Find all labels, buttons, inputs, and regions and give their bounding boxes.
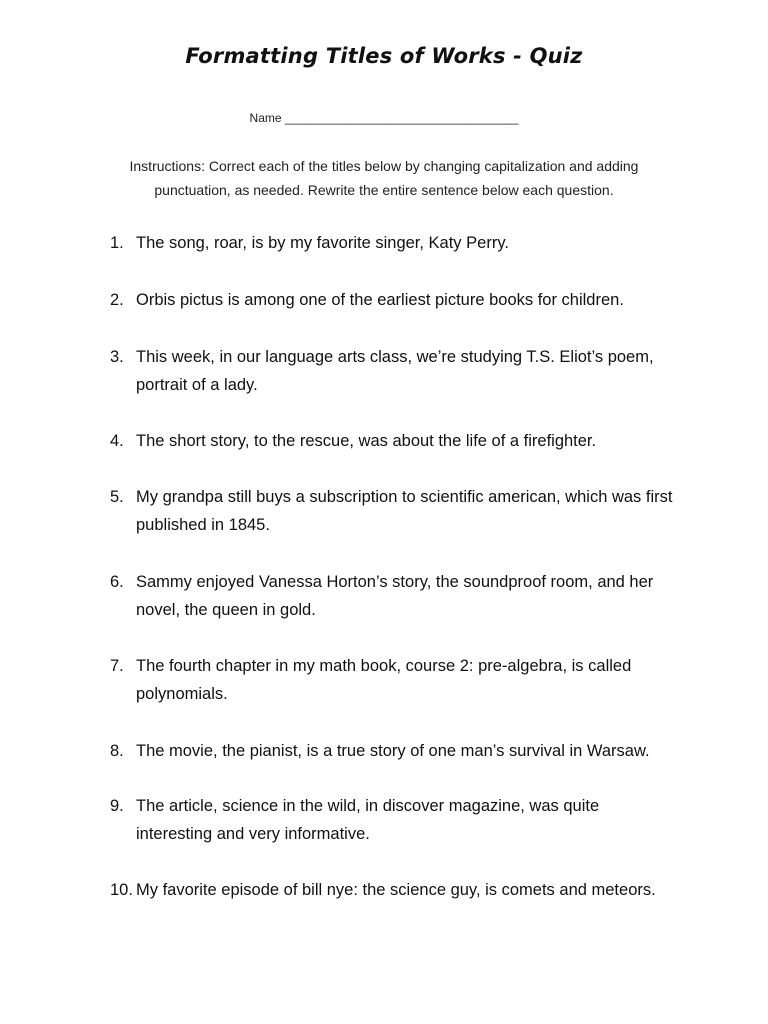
page-title: Formatting Titles of Works - Quiz [185, 44, 583, 68]
name-field-line: Name ___________________________________ [249, 111, 519, 125]
question-text: Sammy enjoyed Vanessa Horton’s story, the soundproof room, and her novel, the queen in gold. [136, 573, 654, 619]
question-number: 8. [110, 742, 124, 760]
question-number: 1. [110, 234, 124, 252]
question-item [110, 229, 690, 257]
question-number: 4. [110, 432, 124, 450]
question-number: 6. [110, 573, 124, 591]
question-item [110, 652, 690, 708]
question-number: 9. [110, 797, 124, 815]
instructions-text: Instructions: Correct each of the titles below by changing capitalization and adding punctuation, as needed. Rewrite the entire sentence below each question. [129, 158, 639, 198]
question-item [110, 343, 690, 399]
question-number: 3. [110, 348, 124, 366]
question-text: The song, roar, is by my favorite singer, Katy Perry. [136, 234, 509, 252]
question-item [110, 876, 690, 904]
question-text: Orbis pictus is among one of the earliest picture books for children. [136, 291, 624, 309]
question-number: 7. [110, 657, 124, 675]
question-item [110, 483, 690, 539]
question-number: 5. [110, 488, 124, 506]
question-item [110, 568, 690, 624]
question-text: This week, in our language arts class, we’re studying T.S. Eliot’s poem, portrait of a lady. [136, 348, 654, 394]
question-text: My favorite episode of bill nye: the science guy, is comets and meteors. [136, 881, 656, 899]
question-text: My grandpa still buys a subscription to scientific american, which was first published in 1845. [136, 488, 673, 534]
question-text: The movie, the pianist, is a true story of one man’s survival in Warsaw. [136, 742, 650, 760]
question-item [110, 737, 690, 765]
question-text: The fourth chapter in my math book, course 2: pre-algebra, is called polynomials. [136, 657, 632, 703]
question-item [110, 286, 690, 314]
question-item [110, 792, 690, 848]
question-text: The article, science in the wild, in discover magazine, was quite interesting and very informative. [136, 797, 600, 843]
question-item [110, 427, 690, 455]
question-number: 2. [110, 291, 124, 309]
question-text: The short story, to the rescue, was about the life of a firefighter. [136, 432, 597, 450]
question-number: 10. [110, 881, 133, 899]
